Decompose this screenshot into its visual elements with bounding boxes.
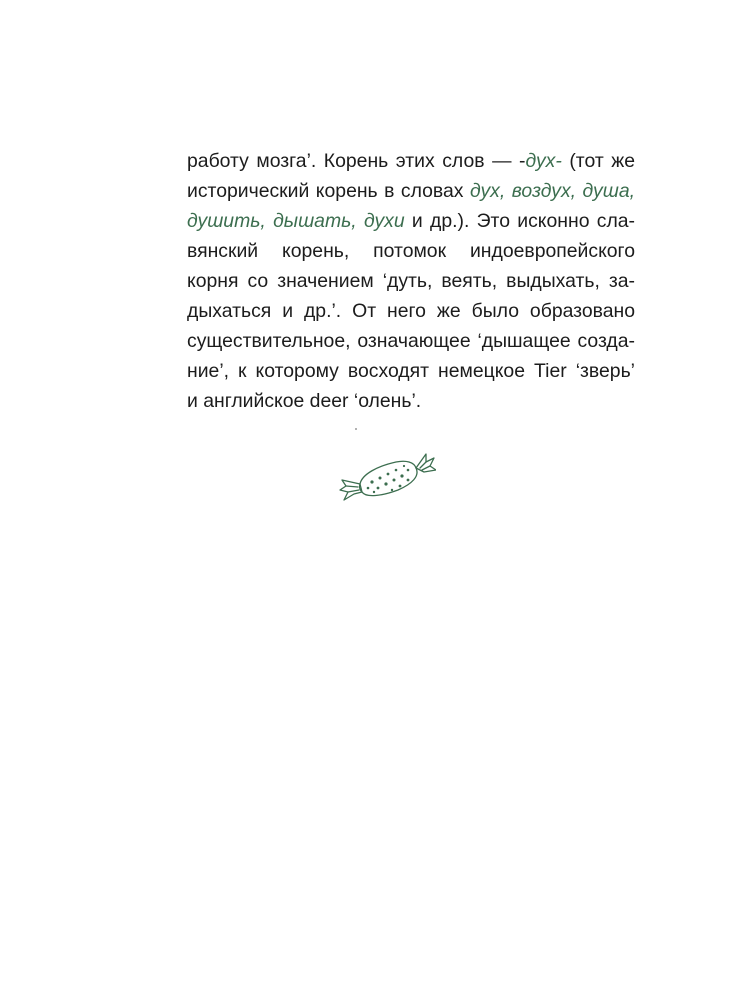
text-run: вянский корень, потомок индоевропейского (187, 240, 635, 262)
text-run: исторический корень в словах (187, 180, 470, 202)
highlighted-word: душить, дышать, духи (187, 210, 405, 232)
candy-icon (338, 450, 436, 504)
body-paragraph (187, 146, 635, 416)
text-line (187, 266, 635, 296)
text-line (187, 326, 635, 356)
text-line (187, 386, 635, 416)
highlighted-word: дух- (525, 150, 562, 172)
highlighted-word: дух, воздух, душа, (469, 180, 635, 202)
text-line (187, 206, 635, 236)
text-run: дыхаться и др.’. От него же было образовано (187, 300, 635, 322)
text-line (187, 146, 635, 176)
text-line (187, 296, 635, 326)
text-run: существительное, означающее ‘дышащее созда- (187, 330, 635, 352)
text-run: ние’, к которому восходят немецкое Tier ‘зверь’ (187, 360, 635, 382)
text-line (187, 176, 635, 206)
text-run: корня со значением ‘дуть, веять, выдыхать, за- (187, 270, 635, 292)
text-run: (тот же (561, 150, 635, 172)
text-run: и английское deer ‘олень’. (187, 390, 422, 412)
text-run: работу мозга’. Корень этих слов — - (187, 150, 526, 172)
text-line (187, 356, 635, 386)
page-speck (355, 428, 357, 430)
text-run: и др.). Это исконно сла- (404, 210, 635, 232)
text-line (187, 236, 635, 266)
